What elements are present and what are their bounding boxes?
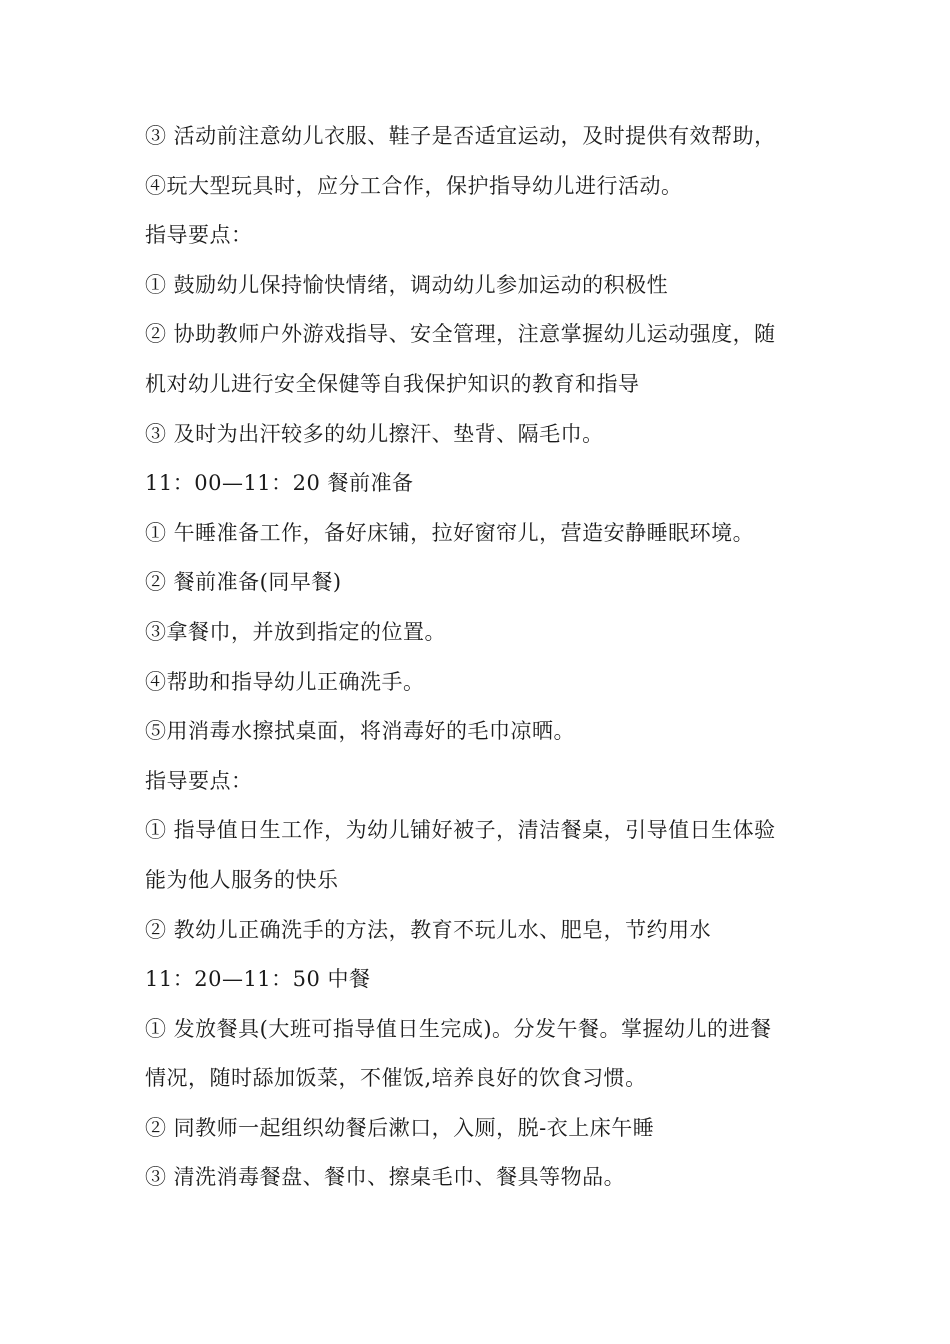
text-line: ④帮助和指导幼儿正确洗手。 <box>145 669 425 694</box>
text-line: ① 指导值日生工作，为幼儿铺好被子，清洁餐桌，引导值日生体验 <box>145 818 776 843</box>
text-line: ④玩大型玩具时，应分工合作，保护指导幼儿进行活动。 <box>145 173 683 198</box>
text-line: 情况，随时舔加饭菜，不催饭,培养良好的饮食习惯。 <box>145 1066 647 1091</box>
time-heading: 11：20—11：50 中餐 <box>145 967 371 992</box>
text-line: ⑤用消毒水擦拭桌面，将消毒好的毛巾凉晒。 <box>145 719 575 744</box>
document-body <box>145 112 825 1203</box>
text-line: ① 发放餐具(大班可指导值日生完成)。分发午餐。掌握幼儿的进餐 <box>145 1016 772 1041</box>
time-heading: 11：00—11：20 餐前准备 <box>145 471 414 496</box>
text-line: ③拿餐巾，并放到指定的位置。 <box>145 619 446 644</box>
text-line: ③ 及时为出汗较多的幼儿擦汗、垫背、隔毛巾。 <box>145 421 604 446</box>
text-line: ③ 活动前注意幼儿衣服、鞋子是否适宜运动，及时提供有效帮助， <box>145 124 776 148</box>
section-heading: 指导要点： <box>145 223 253 248</box>
section-heading: 指导要点： <box>145 768 253 793</box>
text-line: ② 协助教师户外游戏指导、安全管理，注意掌握幼儿运动强度，随 <box>145 322 776 347</box>
text-line: ① 鼓励幼儿保持愉快情绪，调动幼儿参加运动的积极性 <box>145 272 669 297</box>
text-line: ③ 清洗消毒餐盘、餐巾、擦桌毛巾、餐具等物品。 <box>145 1165 626 1190</box>
text-line: ① 午睡准备工作，备好床铺，拉好窗帘儿，营造安静睡眠环境。 <box>145 520 755 545</box>
text-line: ② 同教师一起组织幼餐后漱口，入厕，脱-衣上床午睡 <box>145 1115 655 1140</box>
text-line: 机对幼儿进行安全保健等自我保护知识的教育和指导 <box>145 371 640 396</box>
text-line: ② 教幼儿正确洗手的方法，教育不玩儿水、肥皂，节约用水 <box>145 917 712 942</box>
text-line: ② 餐前准备(同早餐) <box>145 570 342 595</box>
text-line: 能为他人服务的快乐 <box>145 867 339 892</box>
